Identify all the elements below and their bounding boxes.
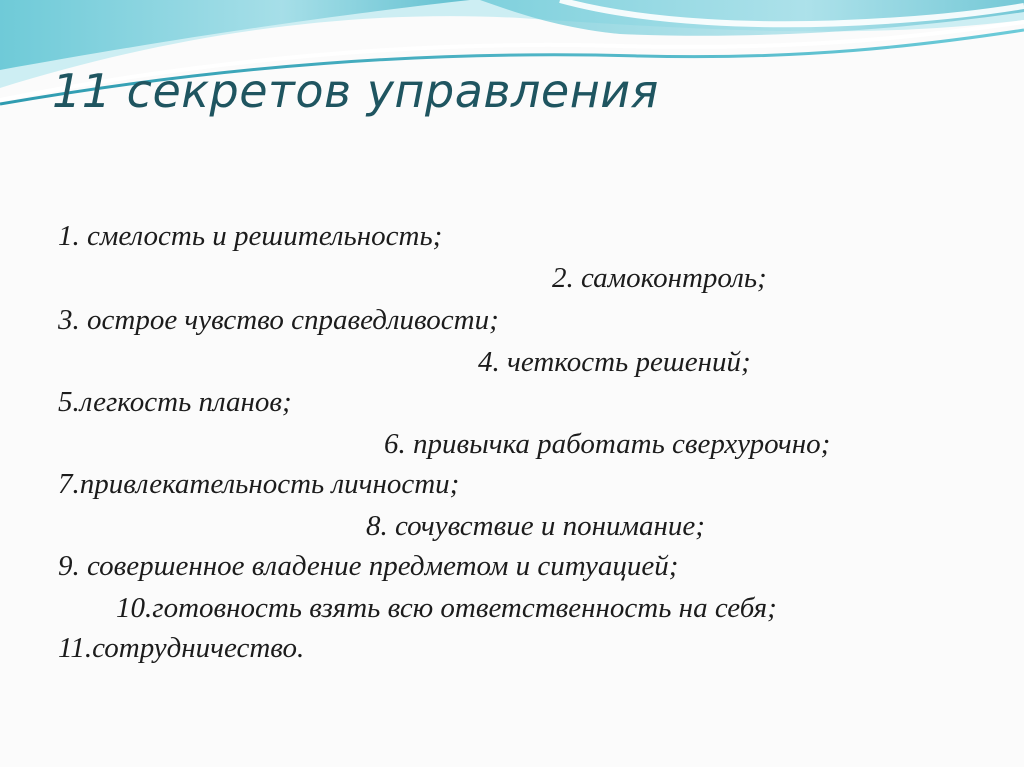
list-item: 1. смелость и решительность; xyxy=(58,220,443,252)
list-item: 4. четкость решений; xyxy=(478,346,751,378)
list-item: 10.готовность взять всю ответственность на себя; xyxy=(116,592,777,624)
slide-title: 11 секретов управления xyxy=(52,64,659,118)
list-item: 5.легкость планов; xyxy=(58,386,292,418)
list-item: 7.привлекательность личности; xyxy=(58,468,460,500)
list-item: 6. привычка работать сверхурочно; xyxy=(384,428,831,460)
list-item: 2. самоконтроль; xyxy=(552,262,767,294)
list-item: 11.сотрудничество. xyxy=(58,632,305,664)
list-item: 9. совершенное владение предметом и ситуацией; xyxy=(58,550,679,582)
list-item: 8. сочувствие и понимание; xyxy=(366,510,705,542)
list-item: 3. острое чувство справедливости; xyxy=(58,304,499,336)
